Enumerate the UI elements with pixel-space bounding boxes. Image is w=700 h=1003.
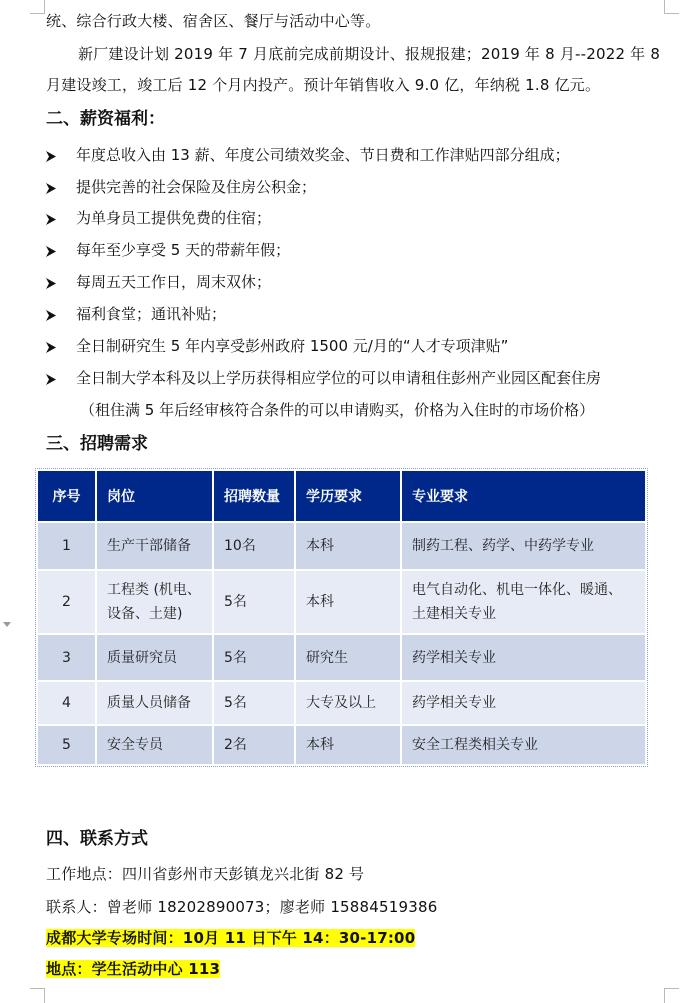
page-corner-mark — [664, 0, 679, 14]
cell-major: 药学相关专业 — [402, 682, 645, 724]
arrow-bullet-icon — [46, 209, 76, 229]
arrow-bullet-icon — [46, 178, 76, 198]
cell-no: 5 — [38, 726, 95, 764]
benefit-text: 福利食堂；通讯补贴； — [76, 305, 227, 323]
column-header-no: 序号 — [38, 471, 95, 521]
benefit-item-continuation: （租住满 5 年后经审核符合条件的可以申请购买，价格为入住时的市场价格） — [80, 401, 595, 419]
arrow-bullet-icon — [46, 369, 76, 389]
cell-no: 2 — [38, 571, 95, 633]
table-row — [38, 523, 645, 569]
benefit-item — [46, 304, 226, 325]
cell-education: 本科 — [296, 726, 400, 764]
benefit-text: 每年至少享受 5 天的带薪年假； — [76, 241, 291, 259]
cell-count: 5名 — [214, 682, 294, 724]
cell-position: 安全专员 — [97, 726, 212, 764]
table-row — [38, 571, 645, 633]
column-header-major: 专业要求 — [402, 471, 645, 521]
intro-line: 新厂建设计划 2019 年 7 月底前完成前期设计、报规报建；2019 年 8 月--2022 年 8 — [78, 45, 661, 63]
session-location — [46, 959, 220, 979]
benefit-text: 每周五天工作日，周末双休； — [76, 273, 272, 291]
section-heading-contact: 四、联系方式 — [46, 829, 148, 849]
column-header-position: 岗位 — [97, 471, 212, 521]
cell-count: 5名 — [214, 571, 294, 633]
benefit-item — [46, 368, 601, 389]
table-row — [38, 635, 645, 680]
cell-no: 3 — [38, 635, 95, 680]
arrow-bullet-icon — [46, 305, 76, 325]
cell-count: 10名 — [214, 523, 294, 569]
benefit-item — [46, 177, 316, 198]
column-header-count: 招聘数量 — [214, 471, 294, 521]
recruitment-table — [36, 469, 647, 766]
section-heading-recruitment: 三、招聘需求 — [46, 434, 148, 454]
cell-position: 生产干部储备 — [97, 523, 212, 569]
benefit-item — [46, 208, 271, 229]
cell-education: 本科 — [296, 523, 400, 569]
session-location-text: 地点：学生活动中心 113 — [46, 960, 221, 978]
benefit-text: 全日制大学本科及以上学历获得相应学位的可以申请租住彭州产业园区配套住房 — [76, 369, 602, 387]
table-header-row — [38, 471, 645, 521]
cell-education: 研究生 — [296, 635, 400, 680]
section-heading-benefits: 二、薪资福利： — [46, 109, 165, 129]
cell-major: 安全工程类相关专业 — [402, 726, 645, 764]
work-location: 工作地点：四川省彭州市天彭镇龙兴北街 82 号 — [46, 865, 365, 883]
benefit-item — [46, 272, 271, 293]
session-time — [46, 928, 415, 948]
benefit-item — [46, 336, 508, 357]
arrow-bullet-icon — [46, 337, 76, 357]
cell-count: 2名 — [214, 726, 294, 764]
table-row — [38, 726, 645, 764]
arrow-bullet-icon — [46, 273, 76, 293]
benefit-text: 年度总收入由 13 薪、年度公司绩效奖金、节日费和工作津贴四部分组成； — [76, 146, 570, 164]
arrow-bullet-icon — [46, 241, 76, 261]
benefit-text: 全日制研究生 5 年内享受彭州政府 1500 元/月的“人才专项津贴” — [76, 337, 509, 355]
cell-position: 质量研究员 — [97, 635, 212, 680]
contact-persons: 联系人：曾老师 18202890073；廖老师 15884519386 — [46, 898, 438, 916]
cell-count: 5名 — [214, 635, 294, 680]
cell-no: 4 — [38, 682, 95, 724]
benefit-text: 为单身员工提供免费的住宿； — [76, 209, 272, 227]
cell-major: 制药工程、药学、中药学专业 — [402, 523, 645, 569]
cell-position: 质量人员储备 — [97, 682, 212, 724]
session-time-text: 成都大学专场时间：10月 11 日下午 14：30-17:00 — [46, 929, 416, 947]
cell-no: 1 — [38, 523, 95, 569]
table-move-marker-icon[interactable] — [3, 622, 11, 627]
cell-major: 药学相关专业 — [402, 635, 645, 680]
cell-education: 大专及以上 — [296, 682, 400, 724]
benefit-text: 提供完善的社会保险及住房公积金； — [76, 178, 317, 196]
page-corner-mark — [30, 0, 45, 14]
arrow-bullet-icon — [46, 146, 76, 166]
column-header-education: 学历要求 — [296, 471, 400, 521]
intro-line: 月建设竣工，竣工后 12 个月内投产。预计年销售收入 9.0 亿，年纳税 1.8 亿元。 — [46, 76, 601, 94]
intro-line: 统、综合行政大楼、宿舍区、餐厅与活动中心等。 — [46, 12, 381, 30]
cell-education: 本科 — [296, 571, 400, 633]
benefit-item — [46, 145, 570, 166]
cell-major: 电气自动化、机电一体化、暖通、土建相关专业 — [402, 571, 645, 633]
table-row — [38, 682, 645, 724]
cell-position: 工程类 (机电、设备、土建) — [97, 571, 212, 633]
benefit-item — [46, 240, 290, 261]
